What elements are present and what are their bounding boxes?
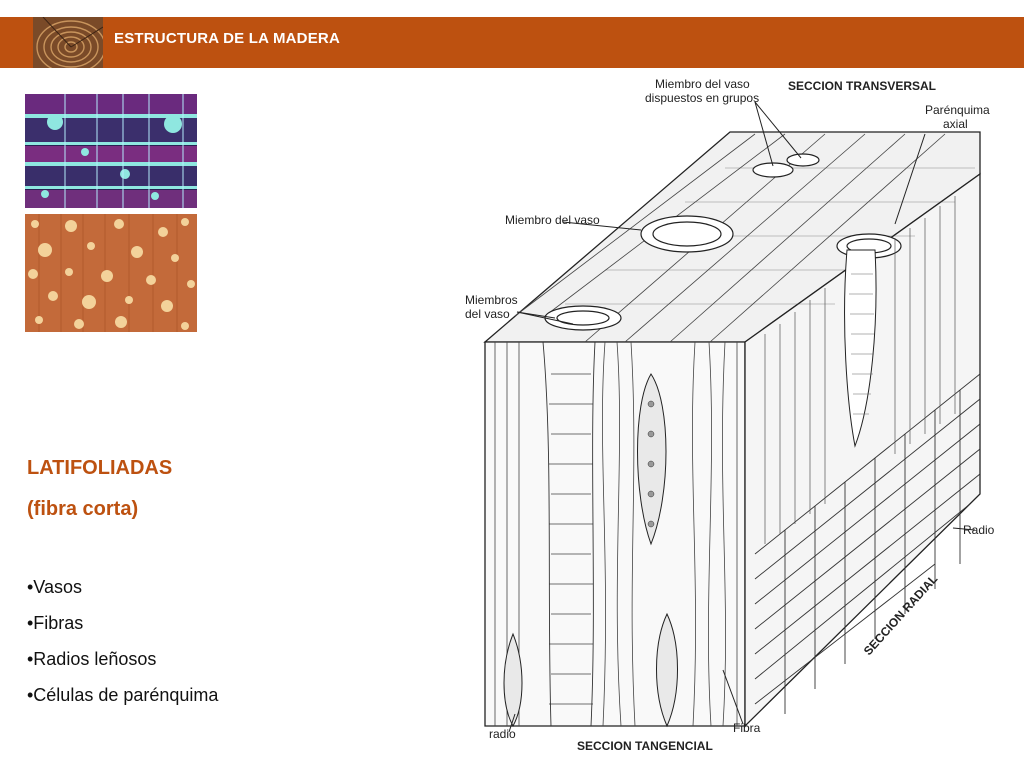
label-vessel-members: del vaso (465, 307, 510, 321)
list-item: •Fibras (27, 613, 84, 633)
label-fiber: Fibra (733, 721, 761, 735)
wood-logo-image (33, 17, 103, 68)
micrograph-stained-image (25, 94, 197, 208)
label-ray: Radio (963, 523, 995, 537)
feature-list (27, 575, 218, 719)
label-vessel-groups: dispuestos en grupos (645, 91, 760, 105)
label-vessel-members: Miembros (465, 293, 518, 307)
wood-structure-diagram (455, 74, 1000, 758)
list-item: •Vasos (27, 577, 82, 597)
micrograph-wood-image (25, 214, 197, 332)
list-item: •Radios leñosos (27, 649, 157, 669)
label-ray-small: radio (489, 727, 516, 741)
label-axial-parenchyma: axial (943, 117, 968, 131)
label-vessel-groups: Miembro del vaso (655, 77, 750, 91)
page-title: ESTRUCTURA DE LA MADERA (114, 30, 340, 47)
list-item: •Células de parénquima (27, 685, 219, 705)
label-tangential-section: SECCION TANGENCIAL (577, 739, 713, 753)
label-axial-parenchyma: Parénquima (925, 103, 990, 117)
section-subtitle: (fibra corta) (27, 498, 139, 520)
label-transverse-section: SECCION TRANSVERSAL (788, 79, 937, 93)
label-radial-section: SECCION RADIAL (860, 571, 941, 659)
tree-rings-icon (33, 17, 103, 68)
tangential-face (485, 342, 745, 726)
section-title: LATIFOLIADAS (27, 457, 173, 479)
label-vessel-member: Miembro del vaso (505, 213, 600, 227)
